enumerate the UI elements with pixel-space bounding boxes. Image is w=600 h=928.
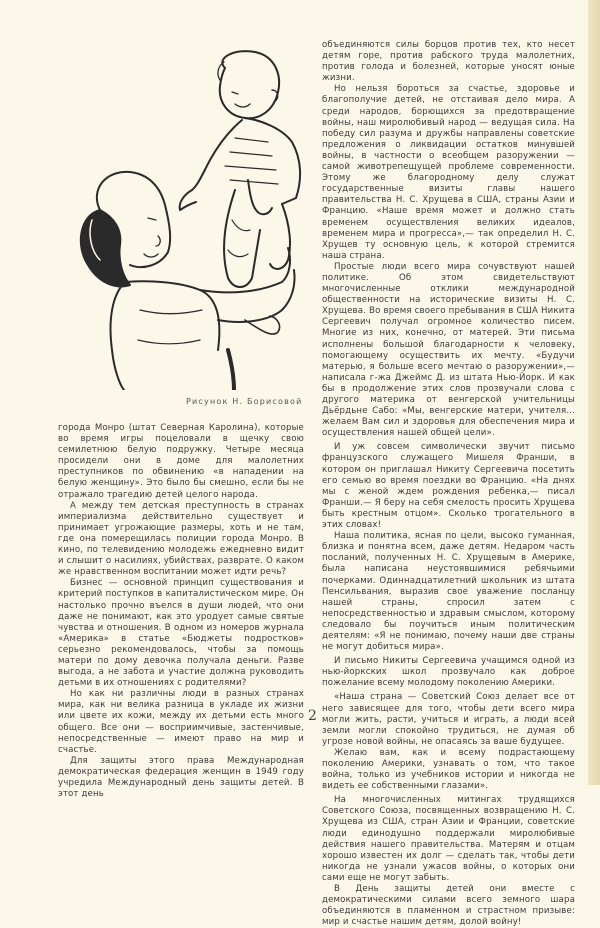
paragraph: Наша политика, ясная по цели, высоко гуманная, близка и понятна всем, даже детям. Недаром часть посланий, полученных Н. С. Хрущевым в Америке, была написана неустоявшимися ребячьими почерками. Одиннадцатилетний школьник из штата Пенсильвания, выразив свое уважение посланцу нашей страны, спросил затем с непосредственностью и здравым смыслом, которому следовало бы поучиться иным политическим деятелям: «Я не понимаю, почему наши две страны не могут добиться мира».	[322, 531, 575, 653]
article-left-column	[58, 423, 304, 800]
paragraph: Простые люди всего мира сочувствуют нашей политике. Об этом свидетельствуют многочисленные отклики международной общественности на исторические визиты Н. С. Хрущева. Во время своего пребывания в США Никита Сергеевич получал огромное количество писем. Многие из них, конечно, от матерей. Эти письма исполнены большой благодарности к человеку, помогающему осуществить их мечту. «Будучи матерью, я больше всего мечтаю о разоружении»,— написала г-жа Джеймс Д. из штата Нью-Йорк. И как бы в продолжение этих слов прозвучали слова с другого материка от венгерской учительницы Дьёрдьне Сабо: «Мы, венгерские матери, учителя... желаем Вам сил и здоровья для обеспечения мира и осуществления нашей общей цели».	[322, 261, 575, 439]
page-number: 2	[308, 708, 317, 724]
paragraph: Желаю вам, как и всему подрастающему поколению Америки, узнавать о том, что такое война, только из учебников истории и никогда не видеть ее собственными глазами».	[322, 747, 575, 792]
paragraph: И уж совсем символически звучит письмо французского служащего Мишеля Франши, в котором он приглашал Никиту Сергеевича посетить его семью во время поездки во Францию. «На днях мы с женой ждем рождения ребенка,— писал Франши.— Я беру на себя смелость просить Хрущева быть крестным отцом». Сколько трогательного в этих словах!	[322, 442, 575, 531]
paragraph: В День защиты детей они вместе с демократическими силами всего земного шара объединяются в пламенном и страстном призыве: мир и счастье нашим детям, долой войну!	[322, 884, 575, 928]
paragraph: Для защиты этого права Международная демократическая федерация женщин в 1949 году учредила Международный день защиты детей. В этот день	[58, 755, 304, 800]
paragraph: объединяются силы борцов против тех, кто несет детям горе, против рабского труда малолетних, против голода и болезней, которые уносят юные жизни.	[322, 40, 575, 84]
paragraph: «Наша страна — Советский Союз делает все от него зависящее для того, чтобы дети всего мира могли жить, расти, учиться и играть, а люди всей земли могли спокойно трудиться, не думая об угрозе новой войны, не опасаясь за ваше будущее.	[322, 692, 575, 747]
paragraph: И письмо Никиты Сергеевича учащимся одной из нью-йоркских школ прозвучало как доброе пожелание всему молодому поколению Америки.	[322, 656, 575, 689]
paragraph: Но как ни различны люди в разных странах мира, как ни велика разница в укладе их жизни или цвете их кожи, между их детьми есть много общего. Все они — восприимчивые, застенчивые, непосредственные — имеют право на мир и счастье.	[58, 689, 304, 755]
illustration-caption: Рисунок Н. Борисовой	[186, 397, 303, 406]
paragraph: А между тем детская преступность в странах империализма действительно существует и принимает угрожающие размеры, хоть и не там, где она померещилась полиции города Монро. В кино, по телевидению молодежь ежедневно видит и слышит о насилиях, убийствах, разврате. О каком же нравственном воспитании может идти речь?	[58, 500, 304, 578]
paragraph: города Монро (штат Северная Каролина), которые во время игры поцеловали в щечку свою семилетнюю белую подружку. Четыре месяца просидели они в доме для малолетних преступников по обвинению «в нападении на белую женщину». Это было бы смешно, если бы не отражало трагедию детей целого народа.	[58, 423, 304, 500]
illustration-mother-and-child	[20, 20, 310, 390]
page-edge	[588, 0, 600, 785]
paragraph: На многочисленных митингах трудящихся Советского Союза, посвященных возвращению Н. С. Хрущева из США, стран Азии и Франции, советские люди единодушно поддержали миролюбивые действия нашего правительства. Матерям и отцам хорошо известен их долг — сделать так, чтобы дети никогда не узнали ужасов войны, о которых они сами еще не могут забыть.	[322, 795, 575, 883]
paragraph: Но нельзя бороться за счастье, здоровье и благополучие детей, не отстаивая дело мира. А среди народов, борющихся за предотвращение войны, наш миролюбивый народ — ведущая сила. На победу сил разума и дружбы направлены советские предложения о ликвидации остатков минувшей войны, в частности о всеобщем разоружении — самой животрепещущей проблеме современности. Этому же благородному делу служат государственные визиты главы нашего правительства Н. С. Хрущева в США, страны Азии и Францию. «Наше время может и должно стать временем осуществления великих идеалов, временем мира и прогресса»,— так определил Н. С. Хрущев ту основную цель, к которой стремится наша страна.	[322, 84, 575, 261]
paragraph: Бизнес — основной принцип существования и критерий поступков в капиталистическом мире. Он настолько прочно въелся в души людей, что они даже не понимают, как это уродует самые святые чувства и отношения. В одном из номеров журнала «Америка» в статье «Бюджеты подростков» серьезно рекомендовалось, чтобы за помощь матери по дому девочка получала деньги. Разве выгода, а не забота и участие должна руководить детьми в их отношениях с родителями?	[58, 578, 304, 689]
article-right-column	[322, 40, 575, 928]
